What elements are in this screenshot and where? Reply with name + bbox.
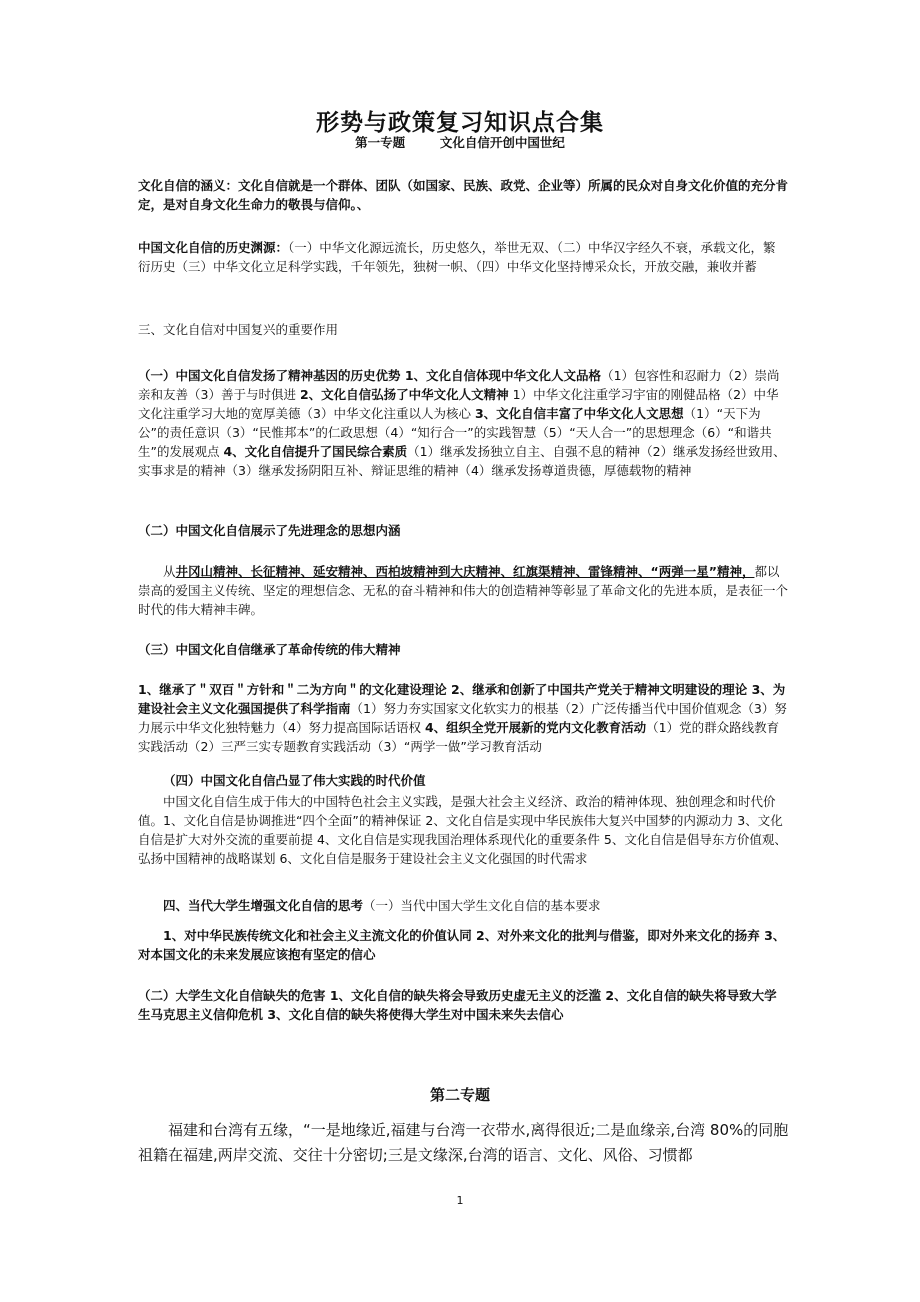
underlined-spirits: 井冈山精神、长征精神、延安精神、西柏坡精神到大庆精神、红旗渠精神、雷锋精神、“两弹一星”精神， [175,564,755,579]
subsection-heading-four: （四）中国文化自信凸显了伟大实践的时代价值 [163,773,426,788]
bold-text: 3、文化自信丰富了中华文化人文思想 [474,406,684,421]
bold-text: 1、继承了＂双百＂方针和＂二为方向＂的文化建设理论 2、继承和创新了中国共产党关于精神文明建设的理论 3、为建设社会主义文化强国提供了科学指南 [138,682,786,716]
page-number: 1 [456,1194,464,1207]
paragraph-basic-requirements: 1、对中华民族传统文化和社会主义主流文化的价值认同 2、对外来文化的批判与借鉴，即对外来文化的扬弃 3、对本国文化的未来发展应该抱有坚定的信心 [138,928,786,962]
paragraph-revolutionary-spirit [138,562,788,619]
document-subtitle: 第一专题 文化自信开创中国世纪 [355,135,565,150]
document-title: 形势与政策复习知识点合集 [316,110,604,136]
subsection-heading-two: （二）中国文化自信展示了先进理念的思想内涵 [138,523,401,538]
plain-text: （1）党的群众路线教育实践活动（2）三严三实专题教育实践活动（3）“两学一做”学习教育活动 [138,720,780,754]
plain-text: （1）努力夯实国家文化软实力的根基（2）广泛传播当代中国价值观念（3）努力展示中华文化独特魅力（4）努力提高国际话语权 [138,701,787,735]
paragraph-definition: 文化自信的涵义：文化自信就是一个群体、团队（如国家、民族、政党、企业等）所属的民众对自身文化价值的充分肯定，是对自身文化生命力的敬畏与信仰。、 [138,178,789,212]
plain-text: 都以崇高的爱国主义传统、坚定的理想信念、无私的奋斗精神和伟大的创造精神等彰显了革命文化的先进本质，是表征一个时代的伟大精神丰碑。 [138,564,789,617]
bold-text: （一）中国文化自信发扬了精神基因的历史优势 1、文化自信体现中华文化人文品格 [138,368,602,383]
plain-text: （一）当代中国大学生文化自信的基本要求 [363,898,601,913]
bold-text: 4、文化自信提升了国民综合素质 [223,444,408,459]
subsection-heading-three: （三）中国文化自信继承了革命传统的伟大精神 [138,642,401,657]
plain-text: （1）包容性和忍耐力（2）崇尚亲和友善（3）善于与时俱进 [138,368,780,402]
section-heading-3: 三、文化自信对中国复兴的重要作用 [138,322,339,337]
plain-text: 1）中华文化注重学习宇宙的刚健品格（2）中华文化注重学习大地的宽厚美德（3）中华文化注重以人为核心 [138,387,779,421]
paragraph-section-one [138,366,788,480]
paragraph-section-four: 中国文化自信生成于伟大的中国特色社会主义实践，是强大社会主义经济、政治的精神体现、独创理念和时代价值。1、文化自信是协调推进“四个全面”的精神保证 2、文化自信是实现中华民族伟大复兴中国梦的内源动力 3、文化自信是扩大对外交流的重要前提 4、文化自信是实现我国治理体系现代化的重要条件 5、文化自信是倡导东方价值观、弘扬中国精神的战略谋划 6、文化自信是服务于建设社会主义文化强国的时代需求 [138,794,787,866]
paragraph-fujian-taiwan: 福建和台湾有五缘，“一是地缘近,福建与台湾一衣带水,离得很近;二是血缘亲,台湾 80%的同胞祖籍在福建,两岸交流、交往十分密切;三是文缘深,台湾的语言、文化、风俗、习惯都 [138,1121,789,1164]
bold-text: 4、组织全党开展新的党内文化教育活动 [424,720,647,735]
paragraph-section-three [138,680,788,756]
plain-text: 从 [163,564,176,579]
plain-text: （1）“天下为公”的责任意识（3）“民惟邦本”的仁政思想（4）“知行合一”的实践智慧（5）“天人合一”的思想理念（6）“和谐共生”的发展观点 [138,406,772,459]
paragraph-harm: （二）大学生文化自信缺失的危害 1、文化自信的缺失将会导致历史虚无主义的泛滥 2、文化自信的缺失将导致大学生马克思主义信仰危机 3、文化自信的缺失将使得大学生对中国未来失去信心 [138,988,777,1022]
paragraph-lead: 中国文化自信的历史渊源： [138,240,289,255]
bold-text: 四、当代大学生增强文化自信的思考 [163,898,364,913]
paragraph-text: （一）中华文化源远流长，历史悠久，举世无双、（二）中华汉字经久不衰，承载文化，繁衍历史（三）中华文化立足科学实践，千年领先，独树一帜、（四）中华文化坚持博采众长，开放交融，兼收并蓄 [138,240,776,274]
bold-text: 2、文化自信弘扬了中华文化人文精神 [299,387,509,402]
plain-text: （1）继承发扬独立自主、自强不息的精神（2）继承发扬经世致用、实事求是的精神（3）继承发扬阴阳互补、辩证思维的精神（4）继承发扬尊道贵德，厚德载物的精神 [138,444,786,478]
topic-two-heading: 第二专题 [429,1086,490,1104]
paragraph-section-four-title [138,896,788,915]
paragraph-historical-origin [138,238,788,276]
